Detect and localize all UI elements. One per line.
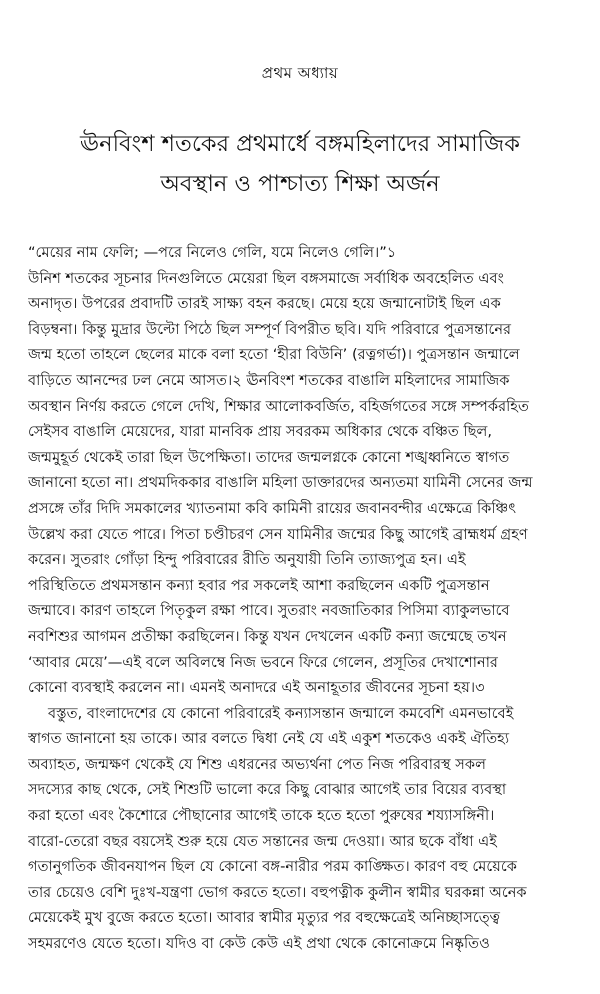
- text-line: জন্ম হতো তাহলে ছেলের মাকে বলা হতো ‘হীরা বিউনি’ (রত্নগর্ভা)। পুত্রসন্তান জন্মালে: [28, 346, 520, 364]
- text-line: স্বাগত জানানো হয় তাকে। আর বলতে দ্বিধা নেই যে এই একুশ শতকেও একই ঐতিহ্য: [28, 730, 510, 748]
- chapter-title-line-1: ঊনবিংশ শতকের প্রথমার্ধে বঙ্গমহিলাদের সামাজিক: [80, 131, 520, 157]
- chapter-title-line-2: অবস্থান ও পাশ্চাত্য শিক্ষা অর্জন: [160, 171, 440, 197]
- text-line: নবশিশুর আগমন প্রতীক্ষা করছিলেন। কিন্তু যখন দেখলেন একটি কন্যা জন্মেছে তখন: [28, 627, 507, 645]
- text-line: সদস্যের কাছ থেকে, সেই শিশুটি ভালো করে কিছু বোঝার আগেই তার বিয়ের ব্যবস্থা: [28, 781, 507, 799]
- text-line: প্রসঙ্গে তাঁর দিদি সমকালের খ্যাতনামা কবি কামিনী রায়ের জবানবন্দীর এক্ষেত্রে কিঞ্চিৎ: [28, 499, 517, 517]
- text-line: গতানুগতিক জীবনযাপন ছিল যে কোনো বঙ্গ-নারীর পরম কাঙ্ক্ষিত। কারণ বহু মেয়েকে: [28, 858, 517, 876]
- text-line: অবস্থান নির্ণয় করতে গেলে দেখি, শিক্ষার আলোকবর্জিত, বহির্জগতের সঙ্গে সম্পর্করহিত: [28, 397, 529, 415]
- text-line: উল্লেখ করা যেতে পারে। পিতা চণ্ডীচরণ সেন যামিনীর জন্মের কিছু আগেই ব্রাহ্মধর্ম গ্রহণ: [28, 525, 528, 543]
- text-line: করেন। সুতরাং গোঁড়া হিন্দু পরিবারের রীতি অনুযায়ী তিনি ত্যাজ্যপুত্র হন। এই: [28, 551, 466, 569]
- text-line: জানানো হতো না। প্রথমদিককার বাঙালি মহিলা ডাক্তারদের অন্যতমা যামিনী সেনের জন্ম: [28, 474, 533, 492]
- text-line: ‘আবার মেয়ে’—এই বলে অবিলম্বে নিজ ভবনে ফিরে গেলেন, প্রসূতির দেখাশোনার: [28, 653, 498, 671]
- text-line: উনিশ শতকের সূচনার দিনগুলিতে মেয়েরা ছিল বঙ্গসমাজে সর্বাধিক অবহেলিত এবং: [28, 269, 504, 287]
- text-line: বারো-তেরো বছর বয়সেই শুরু হয়ে যেত সন্তানের জন্ম দেওয়া। আর ছকে বাঁধা এই: [28, 832, 497, 850]
- text-line: সহমরণেও যেতে হতো। যদিও বা কেউ কেউ এই প্রথা থেকে কোনোক্রমে নিষ্কৃতিও: [28, 935, 490, 953]
- body-text: [28, 240, 570, 957]
- text-line: করা হতো এবং কৈশোরে পৌছানোর আগেই তাকে হতে হতো পুরুষের শয্যাসঙ্গিনী।: [28, 807, 495, 825]
- text-line: জন্মাবে। কারণ তাহলে পিতৃকুল রক্ষা পাবে। সুতরাং নবজাতিকার পিসিমা ব্যাকুলভাবে: [28, 602, 510, 620]
- text-line: বিড়ম্বনা। কিন্তু মুদ্রার উল্টো পিঠে ছিল সম্পূর্ণ বিপরীত ছবি। যদি পরিবারে পুত্রসন্তানের: [28, 320, 512, 338]
- text-line: বাড়িতে আনন্দের ঢল নেমে আসত।২ ঊনবিংশ শতকের বাঙালি মহিলাদের সামাজিক: [28, 371, 510, 389]
- epigraph-line: “মেয়ের নাম ফেলি; —পরে নিলেও গেলি, যমে নিলেও গেলি।”১: [28, 244, 397, 261]
- text-line: তার চেয়েও বেশি দুঃখ-যন্ত্রণা ভোগ করতে হতো। বহুপত্নীক কুলীন স্বামীর ঘরকন্না অনেক: [28, 883, 527, 901]
- text-line: সেইসব বাঙালি মেয়েদের, যারা মানবিক প্রায় সবরকম অধিকার থেকে বঞ্চিত ছিল,: [28, 423, 493, 441]
- chapter-heading: প্রথম অধ্যায়: [261, 64, 339, 82]
- text-line: পরিস্থিতিতে প্রথমসন্তান কন্যা হবার পর সকলেই আশা করছিলেন একটি পুত্রসন্তান: [28, 576, 490, 594]
- text-line: মেয়েকেই মুখ বুজে করতে হতো। আবার স্বামীর মৃত্যুর পর বহুক্ষেত্রেই অনিচ্ছাসত্ত্বে: [28, 909, 501, 927]
- text-line: অনাদৃত। উপরের প্রবাদটি তারই সাক্ষ্য বহন করছে। মেয়ে হয়ে জন্মানোটাই ছিল এক: [28, 295, 501, 313]
- text-line: জন্মমুহূর্ত থেকেই তারা ছিল উপেক্ষিতা। তাদের জন্মলগ্নকে কোনো শঙ্খধ্বনিতে স্বাগত: [28, 448, 510, 466]
- chapter-title: [20, 124, 580, 204]
- text-line: অব্যাহত, জন্মক্ষণ থেকেই যে শিশু এধরনের অভ্যর্থনা পেত নিজ পরিবারস্থ সকল: [28, 755, 487, 773]
- paragraph-start-line: বস্তুত, বাংলাদেশের যে কোনো পরিবারেই কন্যাসন্তান জন্মালে কমবেশি এমনভাবেই: [48, 704, 514, 722]
- text-line: কোনো ব্যবস্থাই করলেন না। এমনই অনাদরে এই অনাহূতার জীবনের সূচনা হয়।৩: [28, 679, 485, 697]
